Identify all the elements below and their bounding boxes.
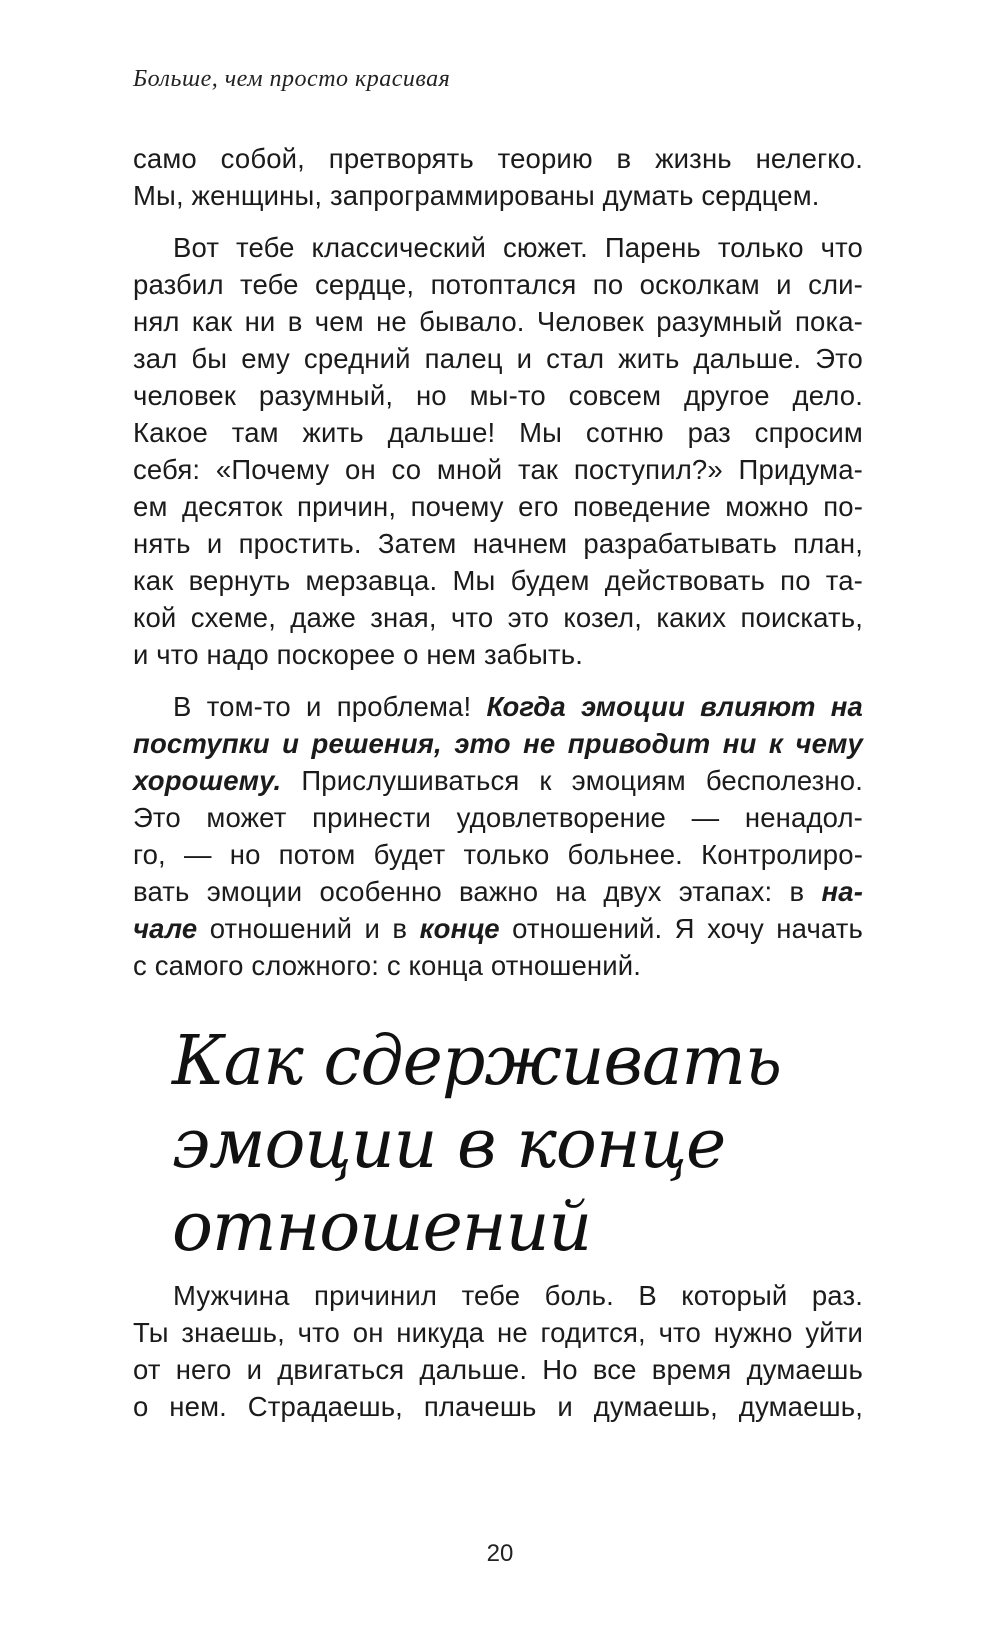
text-line: о нем. Страдаешь, плачешь и думаешь, думаешь,: [133, 1391, 863, 1422]
plain-text: В том-то и проблема!: [173, 691, 487, 722]
emphasis-text: конце: [419, 913, 500, 944]
text-line: от него и двигаться дальше. Но все время думаешь: [133, 1354, 863, 1385]
text-line: кой схеме, даже зная, что это козел, каких поискать,: [133, 602, 863, 633]
plain-text: отношений и в: [197, 913, 420, 944]
emphasis-text: чале: [133, 913, 198, 944]
text-line: нять и простить. Затем начнем разрабатывать план,: [133, 528, 863, 559]
section-heading-line: Как сдерживать: [172, 1022, 782, 1101]
text-line: нял как ни в чем не бывало. Человек разумный пока-: [133, 306, 863, 337]
emphasis-text: Когда эмоции влияют на: [486, 691, 863, 722]
running-header: Больше, чем просто красивая: [133, 66, 451, 92]
emphasis-text: поступки и решения, это не приводит ни к чему: [133, 728, 863, 759]
text-line: зал бы ему средний палец и стал жить дальше. Это: [133, 343, 863, 374]
section-heading-line: эмоции в конце: [172, 1105, 726, 1184]
section-heading-line: отношений: [172, 1188, 592, 1267]
text-block-top: [133, 140, 863, 984]
text-line: как вернуть мерзавца. Мы будем действовать по та-: [133, 565, 863, 596]
text-line: [133, 873, 863, 910]
text-block-bottom: [133, 1277, 863, 1425]
text-line: ем десяток причин, почему его поведение можно по-: [133, 491, 863, 522]
text-line: с самого сложного: с конца отношений.: [133, 950, 642, 981]
text-line: само собой, претворять теорию в жизнь нелегко.: [133, 143, 863, 174]
plain-text: отношений. Я хочу начать: [499, 913, 863, 944]
text-line: человек разумный, но мы-то совсем другое дело.: [133, 380, 863, 411]
text-line: [133, 910, 863, 947]
plain-text: вать эмоции особенно важно на двух этапах: в: [133, 876, 822, 907]
text-line: и что надо поскорее о нем забыть.: [133, 639, 583, 670]
text-line: Мы, женщины, запрограммированы думать сердцем.: [133, 180, 820, 211]
emphasis-text: хорошему.: [133, 765, 282, 796]
text-line: Вот тебе классический сюжет. Парень только что: [173, 232, 863, 263]
section-heading: [172, 1020, 872, 1269]
page-number: 20: [486, 1540, 514, 1567]
text-line: себя: «Почему он со мной так поступил?» Придума-: [133, 454, 863, 485]
text-line: [133, 762, 863, 799]
text-line: [133, 688, 863, 725]
text-line: Какое там жить дальше! Мы сотню раз спросим: [133, 417, 863, 448]
plain-text: Прислушиваться к эмоциям бесполезно.: [281, 765, 863, 796]
text-line: [133, 725, 863, 762]
text-line: Это может принести удовлетворение — ненадол-: [133, 802, 863, 833]
emphasis-text: на-: [821, 876, 863, 907]
text-line: разбил тебе сердце, потоптался по осколкам и сли-: [133, 269, 863, 300]
text-line: Мужчина причинил тебе боль. В который раз.: [173, 1280, 863, 1311]
text-line: Ты знаешь, что он никуда не годится, что нужно уйти: [133, 1317, 863, 1348]
text-line: го, — но потом будет только больнее. Контролиро-: [133, 839, 863, 870]
